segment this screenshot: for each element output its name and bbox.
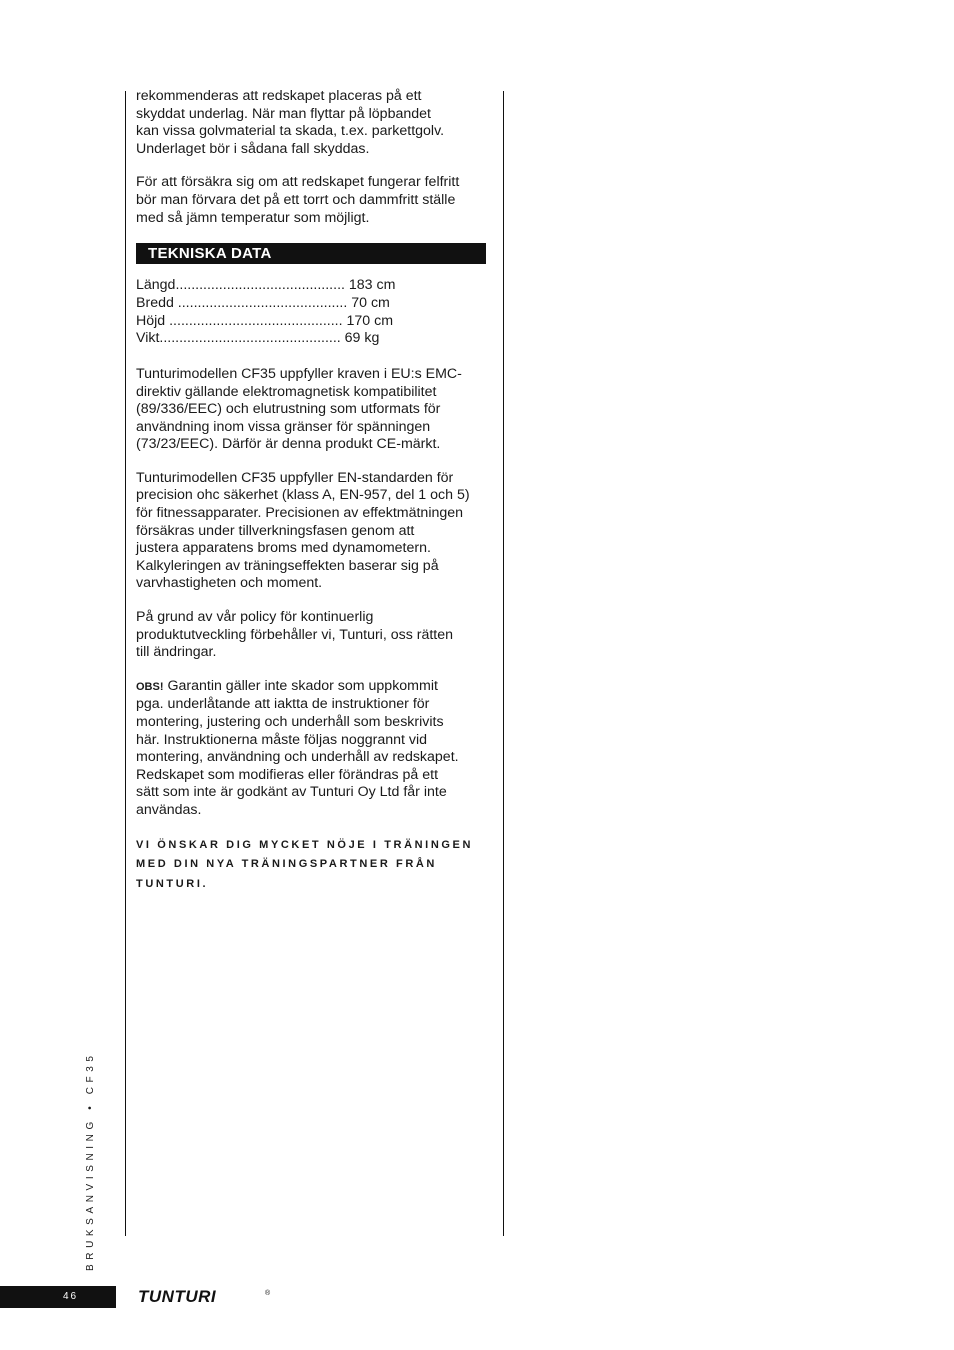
spec-list bbox=[136, 277, 491, 348]
tunturi-logo bbox=[138, 1287, 273, 1312]
spec-width: Bredd ........................................... 70 cm bbox=[136, 294, 390, 311]
warranty-paragraph bbox=[136, 678, 491, 820]
page-number: 46 bbox=[63, 1291, 79, 1302]
page-number-box bbox=[0, 1286, 116, 1308]
tunturi-logo-icon bbox=[138, 1287, 273, 1307]
logo-registered-mark: ® bbox=[265, 1290, 271, 1297]
intro-paragraph: rekommenderas att redskapet placeras på ett skyddat underlag. När man flyttar på löpbandet kan vissa golvmaterial ta skada, t.ex. parkettgolv. Underlaget bör i sådana fall skyddas. bbox=[136, 88, 445, 157]
left-column-rule bbox=[125, 91, 126, 1236]
spec-height: Höjd ............................................ 170 cm bbox=[136, 312, 394, 329]
standard-paragraph: Tunturimodellen CF35 uppfyller EN-standarden för precision ohc säkerhet (klass A, EN-957, del 1 och 5) för fitnessapparater. Precisionen av effektmätningen försäkras under tillverkningsfasen genom att justera apparatens broms med dynamometern. Kalkyleringen av träningseffekten baserar sig på varvhastigheten och moment. bbox=[136, 469, 470, 592]
right-column-rule bbox=[503, 91, 504, 1236]
policy-paragraph: På grund av vår policy för kontinuerlig produktutveckling förbehåller vi, Tunturi, oss rätten till ändringar. bbox=[136, 609, 454, 661]
spec-length: Längd........................................... 183 cm bbox=[136, 277, 396, 294]
logo-wordmark: TUNTURI bbox=[138, 1287, 217, 1306]
side-running-label: BRUKSANVISNING • CF35 bbox=[85, 1051, 96, 1271]
storage-paragraph: För att försäkra sig om att redskapet fungerar felfritt bör man förvara det på ett torrt och dammfritt ställe med så jämn temperatur som möjligt. bbox=[136, 174, 460, 226]
warranty-text: Garantin gäller inte skador som uppkommit pga. underlåtande att iaktta de instruktioner för montering, justering och underhåll som beskrivits här. Instruktionerna måste följas noggrannt vid montering, användning och underhåll av redskapet. Redskapet som modifieras eller förändras på ett sätt som inte är godkänt av Tunturi Oy Ltd får inte användas. bbox=[136, 677, 459, 818]
text-column bbox=[136, 88, 491, 894]
spec-weight: Vikt.............................................. 69 kg bbox=[136, 330, 380, 347]
closing-message: VI ÖNSKAR DIG MYCKET NÖJE I TRÄNINGEN MED DIN NYA TRÄNINGSPARTNER FRÅN TUNTURI. bbox=[136, 838, 473, 890]
obs-label: OBS! bbox=[136, 680, 164, 693]
section-heading-tekniska-data: TEKNISKA DATA bbox=[136, 243, 486, 264]
emc-paragraph: Tunturimodellen CF35 uppfyller kraven i EU:s EMC- direktiv gällande elektromagnetisk kompatibilitet (89/336/EEC) och elutrustning som utformats för användning inom vissa gränser för spänningen (73/23/EEC). Därför är denna produkt CE-märkt. bbox=[136, 365, 462, 453]
